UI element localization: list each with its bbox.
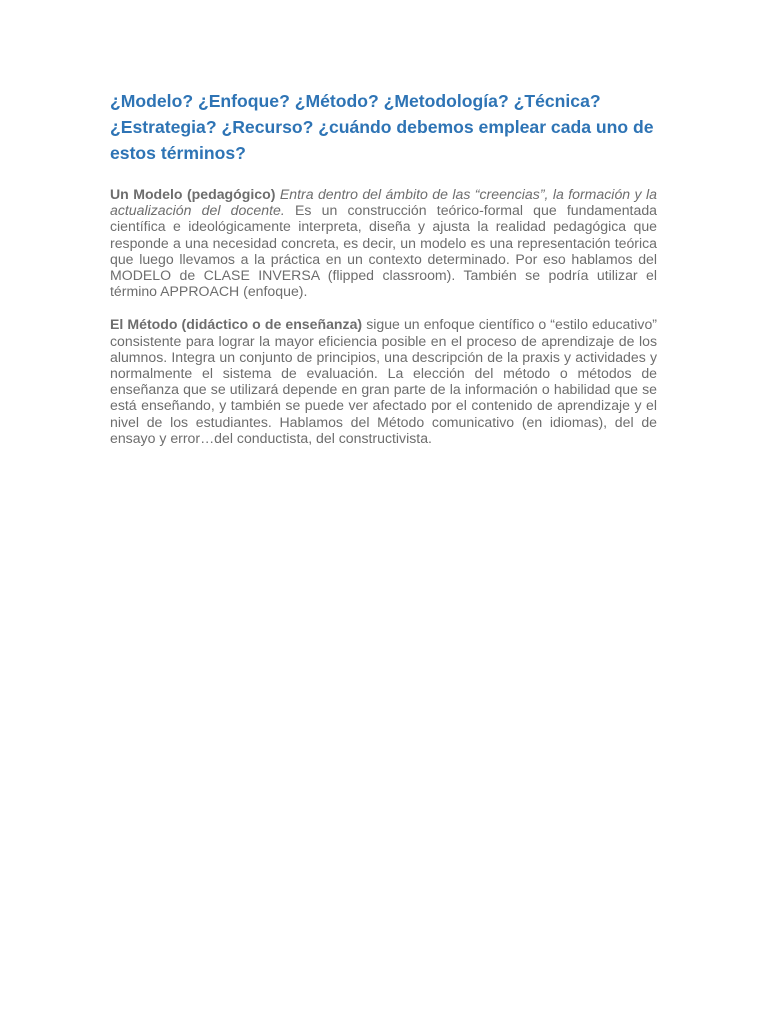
italic-note-modelo: Entra dentro del ámbito de las “creencias”, la formación y la actualización del docente. bbox=[110, 186, 657, 219]
term-modelo: Un Modelo (pedagógico) bbox=[110, 186, 276, 202]
paragraph-modelo-body: Es un construcción teórico-formal que fundamentada científica e ideológicamente interpreta, diseña y ajusta la realidad pedagógica que responde a una necesidad concreta, es decir, un modelo es una representación teórica que luego llevamos a la práctica en un contexto determinado. Por eso hablamos del MODELO de CLASE INVERSA (flipped classroom). También se podría utilizar el término APPROACH (enfoque). bbox=[110, 202, 657, 300]
document-page bbox=[110, 88, 657, 446]
document-title: ¿Modelo? ¿Enfoque? ¿Método? ¿Metodología? ¿Técnica? ¿Estrategia? ¿Recurso? ¿cuándo debemos emplear cada uno de estos términos? bbox=[110, 91, 654, 163]
paragraph-modelo bbox=[110, 186, 657, 299]
paragraph-metodo bbox=[110, 316, 657, 446]
paragraph-metodo-body: sigue un enfoque científico o “estilo educativo” consistente para lograr la mayor eficiencia posible en el proceso de aprendizaje de los alumnos. Integra un conjunto de principios, una descripción de la praxis y actividades y normalmente el sistema de evaluación. La elección del método o métodos de enseñanza que se utilizará depende en gran parte de la información o habilidad que se está enseñando, y también se puede ver afectado por el contenido de aprendizaje y el nivel de los estudiantes. Hablamos del Método comunicativo (en idiomas), del de ensayo y error…del conductista, del constructivista. bbox=[110, 316, 657, 446]
term-metodo: El Método (didáctico o de enseñanza) bbox=[110, 316, 363, 333]
